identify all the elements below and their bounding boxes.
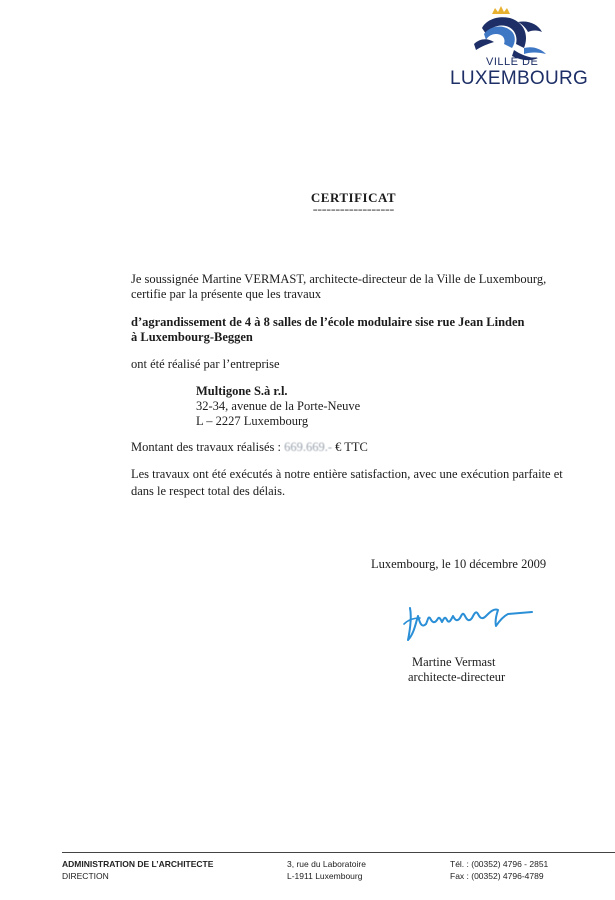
signatory-role: architecte-directeur — [408, 670, 506, 684]
intro-line-2: certifie par la présente que les travaux — [131, 287, 322, 301]
project-line-2: à Luxembourg-Beggen — [131, 330, 253, 344]
footer-fax: Fax : (00352) 4796-4789 — [450, 871, 544, 881]
amount-value: 669.669.- — [284, 440, 333, 454]
city-logo — [440, 4, 590, 90]
handwritten-signature-icon — [400, 594, 540, 650]
footer-dept-line-1: ADMINISTRATION DE L’ARCHITECTE — [62, 859, 214, 869]
footer-address-line-1: 3, rue du Laboratoire — [287, 859, 366, 869]
satisfaction-line-2: dans le respect total des délais. — [131, 484, 286, 498]
document-title: CERTIFICAT — [310, 190, 397, 205]
document-title-block — [0, 190, 615, 216]
footer-tel: Tél. : (00352) 4796 - 2851 — [450, 859, 549, 869]
footer-dept-line-2: DIRECTION — [62, 871, 109, 881]
project-line-1: d’agrandissement de 4 à 8 salles de l’école modulaire sise rue Jean Linden — [131, 315, 525, 329]
company-name: Multigone S.à r.l. — [196, 384, 288, 398]
amount-label: Montant des travaux réalisés : — [131, 440, 281, 454]
amount-line — [131, 440, 368, 455]
lion-crown-icon — [454, 4, 564, 64]
logo-ville-text: VILLE DE — [486, 56, 539, 68]
realized-by-line: ont été réalisé par l’entreprise — [131, 357, 280, 371]
company-address-1: 32-34, avenue de la Porte-Neuve — [196, 399, 361, 413]
satisfaction-line-1: Les travaux ont été exécutés à notre entière satisfaction, avec une exécution parfaite et — [131, 467, 563, 481]
amount-suffix: € TTC — [335, 440, 368, 454]
logo-luxembourg-text: LUXEMBOURG — [450, 68, 589, 89]
place-date: Luxembourg, le 10 décembre 2009 — [371, 557, 547, 571]
title-underline: ================== — [312, 206, 395, 215]
footer-divider — [62, 852, 615, 853]
company-address-2: L – 2227 Luxembourg — [196, 414, 309, 428]
footer-address-line-2: L-1911 Luxembourg — [287, 871, 363, 881]
signatory-name: Martine Vermast — [412, 655, 496, 669]
intro-line-1: Je soussignée Martine VERMAST, architecte-directeur de la Ville de Luxembourg, — [131, 272, 547, 286]
